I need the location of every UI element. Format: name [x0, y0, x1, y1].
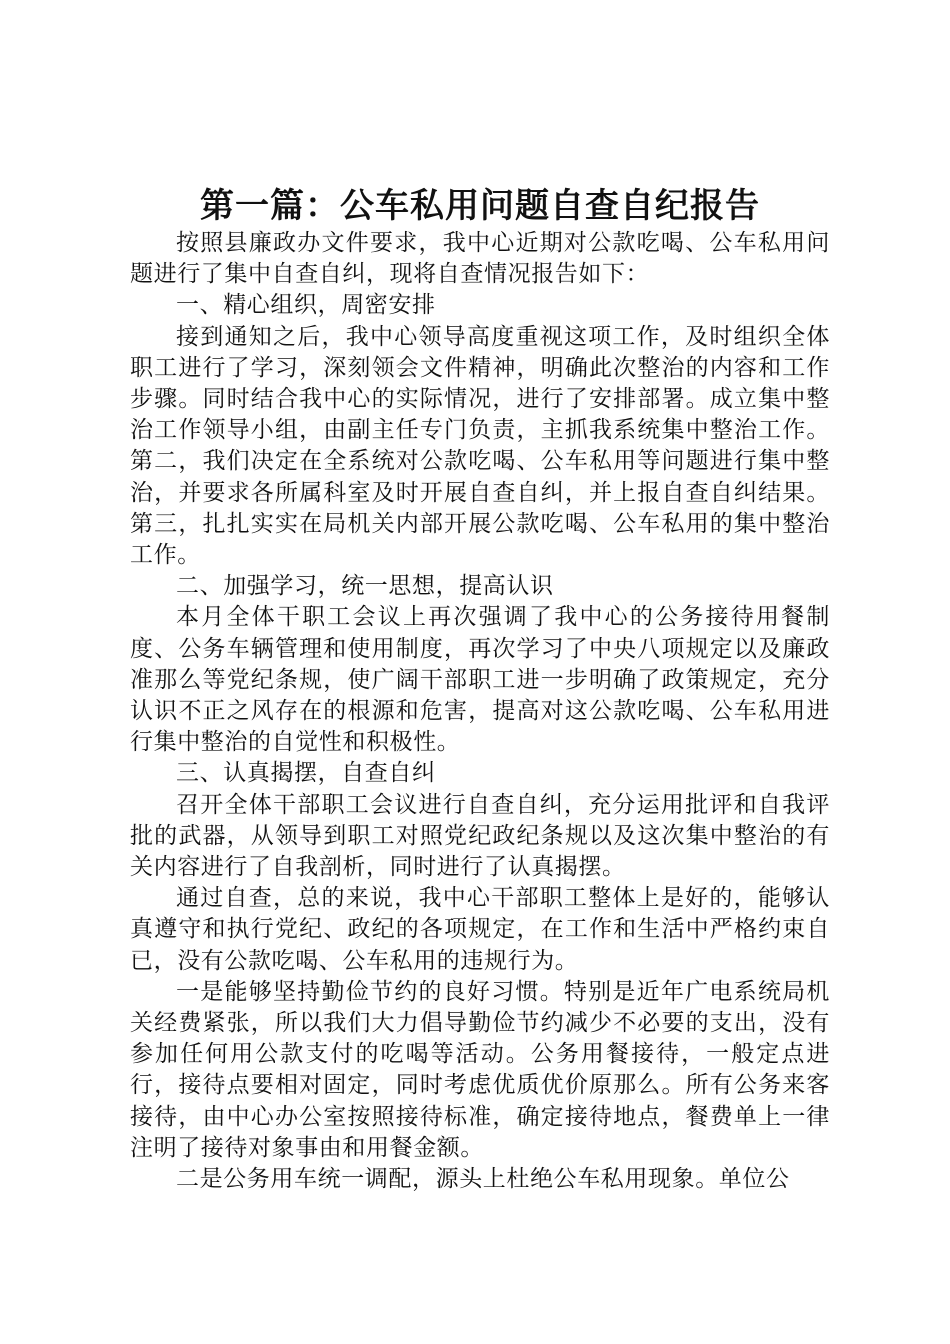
paragraph-section-2: 本月全体干职工会议上再次强调了我中心的公务接待用餐制度、公务车辆管理和使用制度，再次学习了中央八项规定以及廉政准那么等党纪条规，使广阔干部职工进一步明确了政策规定，充分认识不正之风存在的根源和危害，提高对这公款吃喝、公车私用进行集中整治的自觉性和积极性。 [130, 604, 830, 756]
section-heading-3: 三、认真揭摆，自查自纠 [176, 760, 436, 787]
document-title: 第一篇：公车私用问题自查自纪报告 [200, 186, 760, 226]
paragraph-intro: 按照县廉政办文件要求，我中心近期对公款吃喝、公车私用问题进行了集中自查自纠，现将自查情况报告如下： [130, 230, 830, 288]
document-page [130, 184, 830, 1195]
paragraph-section-3: 召开全体干部职工会议进行自查自纠，充分运用批评和自我评批的武器，从领导到职工对照党纪政纪条规以及这次集中整治的有关内容进行了自我剖析，同时进行了认真揭摆。 [130, 791, 830, 881]
paragraph-point-1: 一是能够坚持勤俭节约的良好习惯。特别是近年广电系统局机关经费紧张，所以我们大力倡导勤俭节约减少不必要的支出，没有参加任何用公款支付的吃喝等活动。公务用餐接待，一般定点进行，接待点要相对固定，同时考虑优质优价原那么。所有公务来客接待，由中心办公室按照接待标准，确定接待地点，餐费单上一律注明了接待对象事由和用餐金额。 [130, 978, 830, 1161]
paragraph-point-2: 二是公务用车统一调配，源头上杜绝公车私用现象。单位公 [176, 1166, 790, 1193]
paragraph-section-1: 接到通知之后，我中心领导高度重视这项工作，及时组织全体职工进行了学习，深刻领会文件精神，明确此次整治的内容和工作步骤。同时结合我中心的实际情况，进行了安排部署。成立集中整治工作领导小组，由副主任专门负责，主抓我系统集中整治工作。第二，我们决定在全系统对公款吃喝、公车私用等问题进行集中整治，并要求各所属科室及时开展自查自纠，并上报自查自纠结果。第三，扎扎实实在局机关内部开展公款吃喝、公车私用的集中整治工作。 [130, 323, 830, 569]
section-heading-2: 二、加强学习，统一思想，提高认识 [176, 573, 554, 600]
section-heading-1: 一、精心组织，周密安排 [176, 292, 436, 319]
document-body [130, 228, 830, 1195]
paragraph-summary: 通过自查，总的来说，我中心干部职工整体上是好的，能够认真遵守和执行党纪、政纪的各项规定，在工作和生活中严格约束自已，没有公款吃喝、公车私用的违规行为。 [130, 885, 830, 974]
